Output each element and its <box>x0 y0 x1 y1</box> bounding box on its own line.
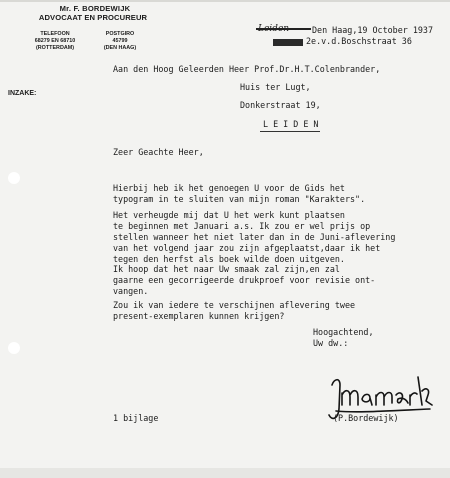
inzake-label: INZAKE: <box>8 90 37 97</box>
enclosure-note: 1 bijlage <box>113 413 159 423</box>
letterhead-postgiro <box>85 31 155 52</box>
telefoon-value: 68279 EN 68710 <box>34 38 76 44</box>
telefoon-label: TELEFOON <box>40 31 70 37</box>
page-bottom-edge <box>0 468 450 478</box>
salutation: Zeer Geachte Heer, <box>113 147 204 157</box>
addressee-line-3: Donkerstraat 19, <box>240 100 321 110</box>
body-paragraph-2: Het verheugde mij dat U het werk kunt plaatsen te beginnen met Januari a.s. Ik zou er wel prijs op stellen wanneer het niet later dan in de Juni-aflevering van het volgend jaar zou zijn afgeplaatst,daar ik het tegen den herfst als boek wilde doen uitgeven. <box>113 210 396 264</box>
postgiro-place: (DEN HAAG) <box>103 45 137 51</box>
closing-servant: Uw dw.: <box>313 338 349 348</box>
letterhead-name: Mr. F. BORDEWIJK <box>59 4 131 13</box>
letterhead-telefoon <box>20 31 90 52</box>
punch-hole-bottom <box>8 342 20 354</box>
page-top-edge <box>0 0 450 2</box>
struck-out-word <box>273 39 303 46</box>
telefoon-place: (ROTTERDAM) <box>35 45 75 51</box>
punch-hole-top <box>8 172 20 184</box>
postgiro-value: 45799 <box>112 38 128 44</box>
body-paragraph-3: Ik hoop dat het naar Uw smaak zal zijn,en zal gaarne een gecorrigeerde drukproef voor revisie ont- vangen. <box>113 264 376 296</box>
addressee-line-1: Aan den Hoog Geleerden Heer Prof.Dr.H.T.Colenbrander, <box>113 64 381 74</box>
addressee-city: L E I D E N <box>263 119 319 129</box>
strike-through-line <box>256 28 311 30</box>
postgiro-label: POSTGIRO <box>105 31 135 37</box>
letterhead-title: ADVOCAAT EN PROCUREUR <box>38 13 148 22</box>
closing-greeting: Hoogachtend, <box>313 327 374 337</box>
city-underline <box>260 131 320 132</box>
body-paragraph-4: Zou ik van iedere te verschijnen aflevering twee present-exemplaren kunnen krijgen? <box>113 300 356 321</box>
body-paragraph-1: Hierbij heb ik het genoegen U voor de Gids het typogram in te sluiten van mijn roman "Karakters". <box>113 183 366 204</box>
signer-name: (P.Bordewijk) <box>333 413 399 423</box>
addressee-line-2: Huis ter Lugt, <box>240 82 311 92</box>
sender-address: 2e.v.d.Boschstraat 36 <box>306 36 412 46</box>
date-line: Den Haag,19 October 1937 <box>312 25 434 35</box>
